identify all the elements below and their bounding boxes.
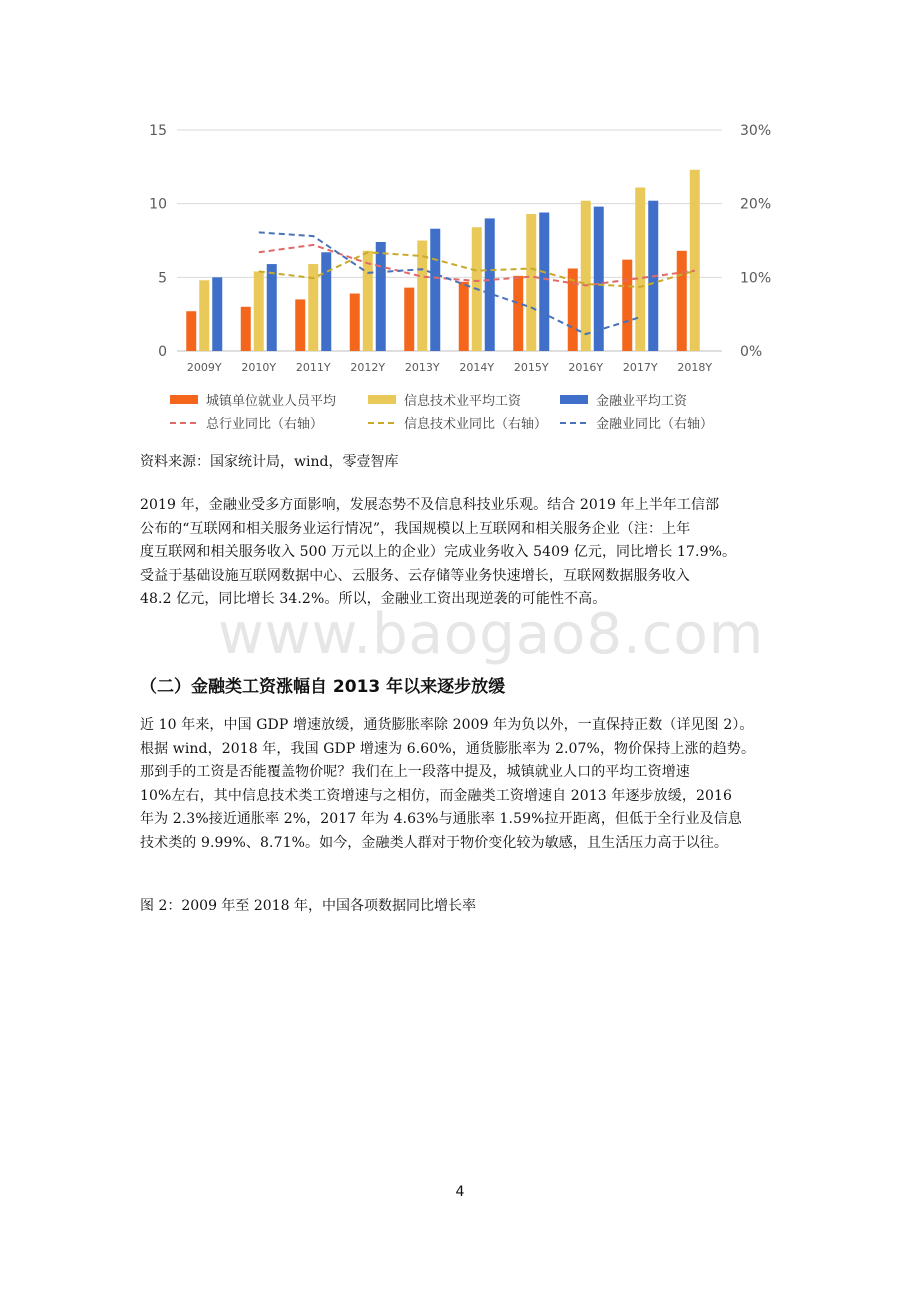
bar [581, 201, 591, 351]
right-axis [740, 123, 771, 360]
chart-source: 资料来源：国家统计局，wind，零壹智库 [140, 454, 399, 470]
bar [363, 251, 373, 351]
bar [690, 170, 700, 351]
left-axis [149, 123, 167, 360]
bar [376, 242, 386, 351]
bar [241, 307, 251, 351]
paragraph-line: 度互联网和相关服务收入 500 万元以上的企业）完成业务收入 5409 亿元，同比增长 17.9%。 [140, 544, 737, 560]
paragraph-line: 2019 年，金融业受多方面影响，发展态势不及信息科技业乐观。结合 2019 年上半年工信部 [140, 497, 720, 513]
x-axis-tick-label: 2018Y [677, 361, 713, 374]
bar [677, 251, 687, 351]
left-axis-tick-label: 5 [158, 270, 167, 287]
wage-chart [140, 110, 772, 440]
section-heading: （二）金融类工资涨幅自 2013 年以来逐步放缓 [140, 677, 506, 697]
x-axis-tick-label: 2010Y [241, 361, 277, 374]
x-axis-tick-label: 2014Y [459, 361, 495, 374]
x-axis-tick-label: 2012Y [350, 361, 386, 374]
figure-caption: 图 2：2009 年至 2018 年，中国各项数据同比增长率 [140, 898, 476, 914]
page-number: 4 [455, 1184, 465, 1200]
right-axis-tick-label: 0% [740, 344, 763, 360]
bar [526, 214, 536, 351]
bar [267, 264, 277, 351]
left-axis-tick-label: 10 [149, 196, 167, 213]
bar [295, 299, 305, 351]
bar [430, 229, 440, 351]
paragraph-line: 公布的“互联网和相关服务业运行情况”，我国规模以上互联网和相关服务企业（注：上年 [140, 520, 691, 537]
paragraph-1 [140, 494, 780, 612]
legend-label: 金融业同比（右轴） [596, 417, 714, 432]
bar [199, 280, 209, 351]
x-axis-tick-label: 2013Y [404, 361, 440, 374]
legend-label: 信息技术业平均工资 [404, 394, 522, 409]
legend-swatch [560, 395, 588, 404]
legend-label: 信息技术业同比（右轴） [404, 417, 548, 432]
paragraph-line: 那到手的工资是否能覆盖物价呢？我们在上一段落中提及，城镇就业人口的平均工资增速 [140, 764, 690, 780]
bar [186, 311, 196, 351]
x-axis-tick-label: 2009Y [186, 361, 222, 374]
bar [539, 213, 549, 351]
paragraph-line: 根据 wind，2018 年，我国 GDP 增速为 6.60%，通货膨胀率为 2.07%，物价保持上涨的趋势。 [140, 740, 756, 757]
paragraph-line: 近 10 年来，中国 GDP 增速放缓，通货膨胀率除 2009 年为负以外，一直保持正数（详见图 2）。 [140, 717, 754, 733]
legend-label: 城镇单位就业人员平均 [206, 394, 337, 409]
left-axis-tick-label: 0 [158, 344, 167, 360]
legend-label: 金融业平均工资 [596, 394, 688, 409]
right-axis-tick-label: 20% [740, 196, 772, 213]
left-axis-tick-label: 15 [149, 123, 167, 139]
paragraph-line: 48.2 亿元，同比增长 34.2%。所以，金融业工资出现逆袭的可能性不高。 [140, 591, 607, 607]
x-axis-tick-label: 2011Y [295, 361, 331, 374]
bar [622, 260, 632, 351]
x-axis-tick-label: 2015Y [513, 361, 549, 374]
bar-series [186, 170, 700, 351]
legend-swatch [170, 395, 198, 404]
bar [459, 282, 469, 351]
legend-swatch [368, 395, 396, 404]
bar [321, 252, 331, 351]
paragraph-line: 技术类的 9.99%、8.71%。如今，金融类人群对于物价变化较为敏感，且生活压力高于以往。 [140, 834, 728, 851]
bar [404, 288, 414, 351]
paragraph-line: 年为 2.3%接近通胀率 2%，2017 年为 4.63%与通胀率 1.59%拉开距离，但低于全行业及信息 [140, 811, 742, 827]
bar [635, 187, 645, 351]
bar [485, 218, 495, 351]
x-axis-tick-label: 2016Y [568, 361, 604, 374]
paragraph-line: 受益于基础设施互联网数据中心、云服务、云存储等业务快速增长，互联网数据服务收入 [140, 567, 690, 584]
paragraph-2 [140, 714, 780, 855]
right-axis-tick-label: 10% [740, 270, 772, 287]
x-axis-tick-label: 2017Y [622, 361, 658, 374]
bar [212, 277, 222, 351]
bar [350, 294, 360, 351]
x-axis [187, 361, 712, 374]
bar [513, 276, 523, 351]
right-axis-tick-label: 30% [740, 123, 772, 139]
chart-legend [170, 393, 713, 432]
watermark: www.baogao8.com [218, 602, 765, 667]
paragraph-line: 10%左右，其中信息技术类工资增速与之相仿，而金融类工资增速自 2013 年逐步放缓，2016 [140, 787, 732, 804]
legend-label: 总行业同比（右轴） [206, 417, 324, 432]
bar [254, 271, 264, 351]
